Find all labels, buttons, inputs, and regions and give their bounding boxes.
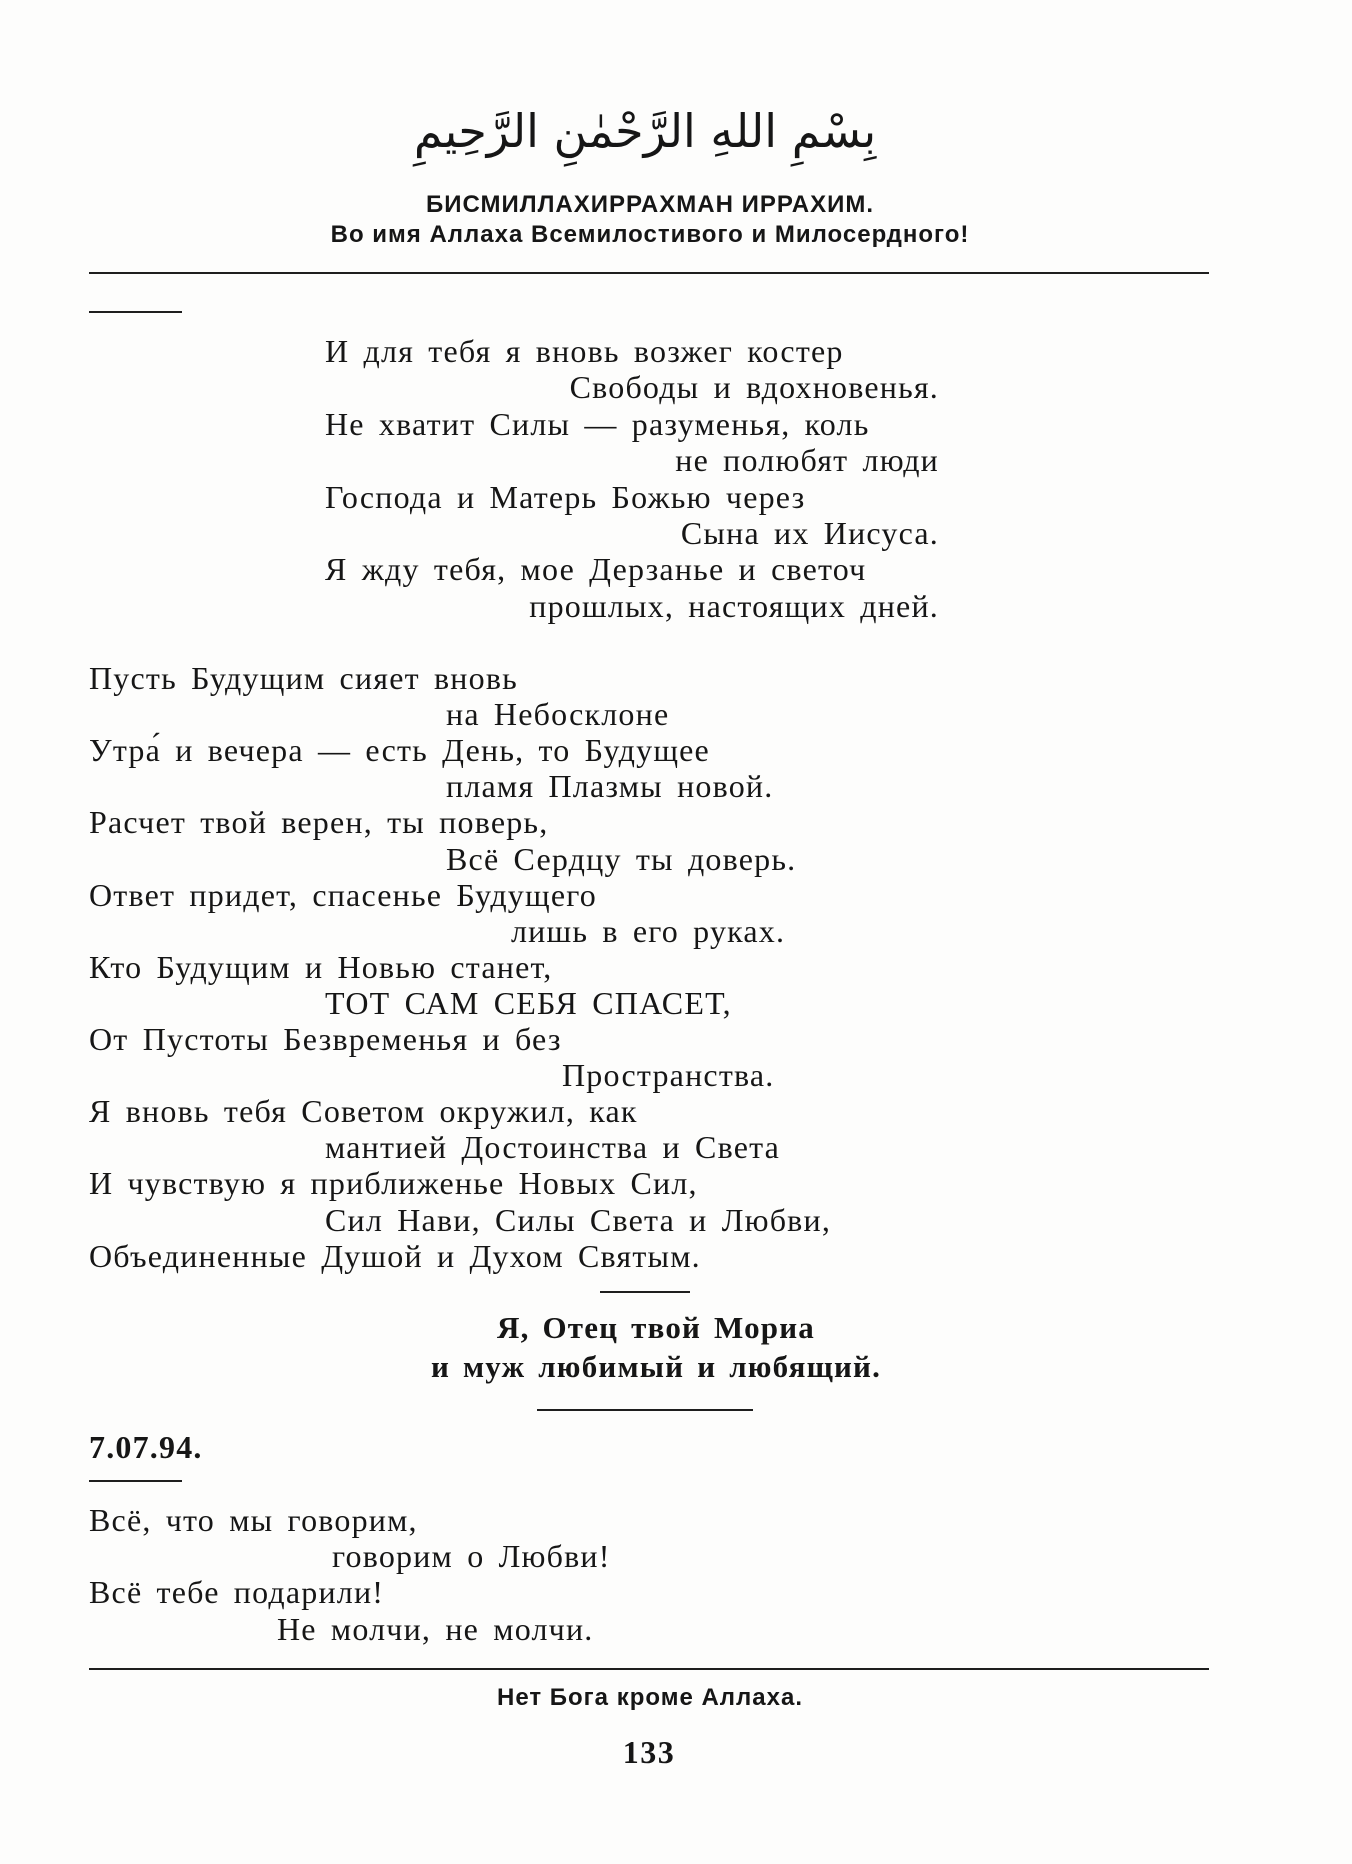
poem-line: лишь в его руках. [511,913,786,949]
footer-divider [89,1668,1209,1670]
header-subtitle: Во имя Аллаха Всемилостивого и Милосердного! [330,221,970,248]
poem-line: Утра́ и вечера — есть День, то Будущее [89,732,710,768]
poem-line: От Пустоты Безвременья и без [89,1021,562,1057]
poem-line: прошлых, настоящих дней. [529,588,939,624]
poem-line: И для тебя я вновь возжег костер [325,333,844,369]
poem-line: Я жду тебя, мое Дерзанье и светоч [325,551,867,587]
poem-line: на Небосклоне [446,696,670,732]
poem-line: Пространства. [562,1057,775,1093]
poem-line: Господа и Матерь Божью через [325,479,806,515]
poem-line: Я вновь тебя Советом окружил, как [89,1093,638,1129]
poem-line: Свободы и вдохновенья. [569,369,939,405]
poem-line: Не молчи, не молчи. [277,1611,594,1647]
header-divider [89,272,1209,274]
poem-line: Сил Нави, Силы Света и Любви, [325,1202,832,1238]
poem-line: Не хватит Силы — разуменья, коль [325,406,870,442]
poem-line: Всё тебе подарили! [89,1574,385,1610]
poem-line: Объединенные Душой и Духом Святым. [89,1238,701,1274]
signature-divider [600,1291,690,1293]
poem-line: мантией Достоинства и Света [325,1129,781,1165]
section-divider [89,311,182,313]
section-divider [537,1409,753,1411]
signature-line: Я, Отец твой Мориа [496,1310,816,1345]
footer-text: Нет Бога кроме Аллаха. [496,1684,804,1711]
poem-line: Расчет твой верен, ты поверь, [89,804,549,840]
poem-line: Всё, что мы говорим, [89,1502,418,1538]
poem-line: Ответ придет, спасенье Будущего [89,877,597,913]
poem-line: Пусть Будущим сияет вновь [89,660,518,696]
section-divider [89,1480,182,1482]
bismillah-calligraphy: بِسْمِ اللهِ الرَّحْمٰنِ الرَّحِيمِ [413,104,877,158]
poem-line: говорим о Любви! [332,1538,611,1574]
page-number: 133 [622,1734,676,1770]
signature-line: и муж любимый и любящий. [430,1349,882,1384]
poem-line: Сына их Иисуса. [680,515,939,551]
poem-line: Кто Будущим и Новью станет, [89,949,553,985]
poem-line: И чувствую я приближенье Новых Сил, [89,1165,698,1201]
poem-line: не полюбят люди [675,442,939,478]
poem-line: Всё Сердцу ты доверь. [446,841,797,877]
header-title: БИСМИЛЛАХИРРАХМАН ИРРАХИМ. [425,191,874,218]
poem-line: ТОТ САМ СЕБЯ СПАСЕТ, [325,985,732,1021]
entry-date: 7.07.94. [89,1429,203,1465]
poem-line: пламя Плазмы новой. [446,768,774,804]
